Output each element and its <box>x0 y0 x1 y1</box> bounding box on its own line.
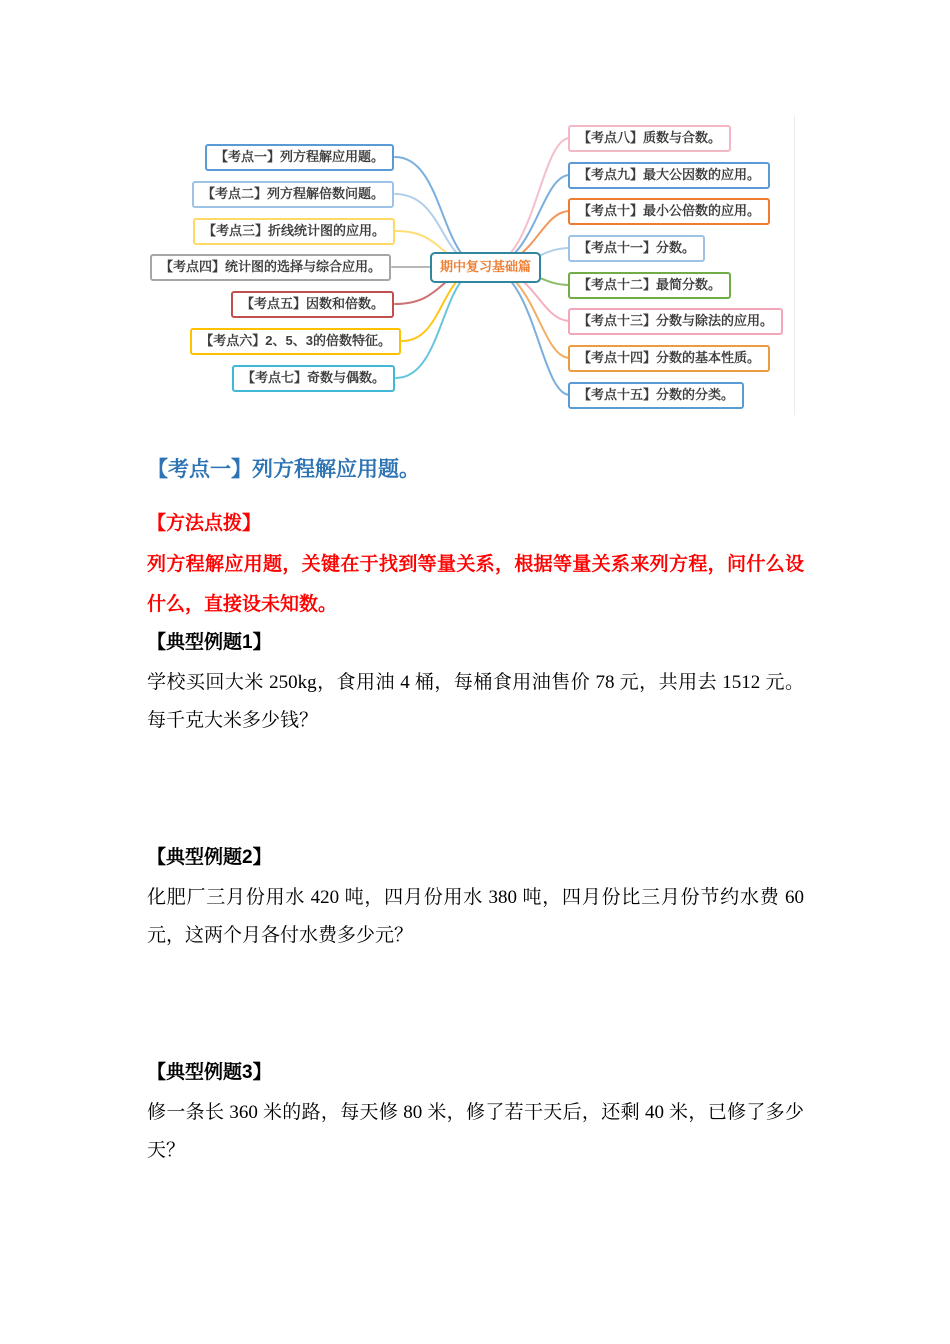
mindmap-node-kaodian-4: 【考点四】统计图的选择与综合应用。 <box>150 254 391 281</box>
mindmap-node-kaodian-9: 【考点九】最大公因数的应用。 <box>568 162 770 189</box>
example-2-body: 化肥厂三月份用水 420 吨，四月份用水 380 吨，四月份比三月份节约水费 60 元，这两个月各付水费多少元？ <box>147 887 804 946</box>
section-heading: 【考点一】列方程解应用题。 <box>147 458 420 481</box>
mindmap-node-kaodian-15: 【考点十五】分数的分类。 <box>568 382 744 409</box>
mindmap-node-kaodian-12: 【考点十二】最简分数。 <box>568 272 731 299</box>
mindmap-node-kaodian-3: 【考点三】折线统计图的应用。 <box>193 218 395 245</box>
example-2-title: 【典型例题2】 <box>147 847 272 868</box>
example-1-body: 学校买回大米 250kg，食用油 4 桶，每桶食用油售价 78 元，共用去 1512 元。每千克大米多少钱？ <box>147 672 804 731</box>
mindmap-node-kaodian-11: 【考点十一】分数。 <box>568 235 705 262</box>
mindmap-node-kaodian-8: 【考点八】质数与合数。 <box>568 125 731 152</box>
mindmap <box>155 115 795 415</box>
example-1-title: 【典型例题1】 <box>147 632 272 653</box>
mindmap-node-kaodian-5: 【考点五】因数和倍数。 <box>231 291 394 318</box>
mindmap-node-kaodian-7: 【考点七】奇数与偶数。 <box>232 365 395 392</box>
mindmap-node-kaodian-14: 【考点十四】分数的基本性质。 <box>568 345 770 372</box>
method-tips-title: 【方法点拨】 <box>147 513 262 534</box>
example-3-title: 【典型例题3】 <box>147 1062 272 1083</box>
mindmap-node-kaodian-2: 【考点二】列方程解倍数问题。 <box>192 181 394 208</box>
mindmap-center-node: 期中复习基础篇 <box>430 252 541 283</box>
mindmap-node-kaodian-6: 【考点六】2、5、3的倍数特征。 <box>190 328 401 355</box>
mindmap-node-kaodian-1: 【考点一】列方程解应用题。 <box>205 144 394 171</box>
method-tips-body: 列方程解应用题，关键在于找到等量关系，根据等量关系来列方程，问什么设什么，直接设未知数。 <box>147 554 804 615</box>
example-3-body: 修一条长 360 米的路，每天修 80 米，修了若干天后，还剩 40 米，已修了多少天？ <box>147 1102 804 1161</box>
mindmap-node-kaodian-13: 【考点十三】分数与除法的应用。 <box>568 308 783 335</box>
mindmap-node-kaodian-10: 【考点十】最小公倍数的应用。 <box>568 198 770 225</box>
